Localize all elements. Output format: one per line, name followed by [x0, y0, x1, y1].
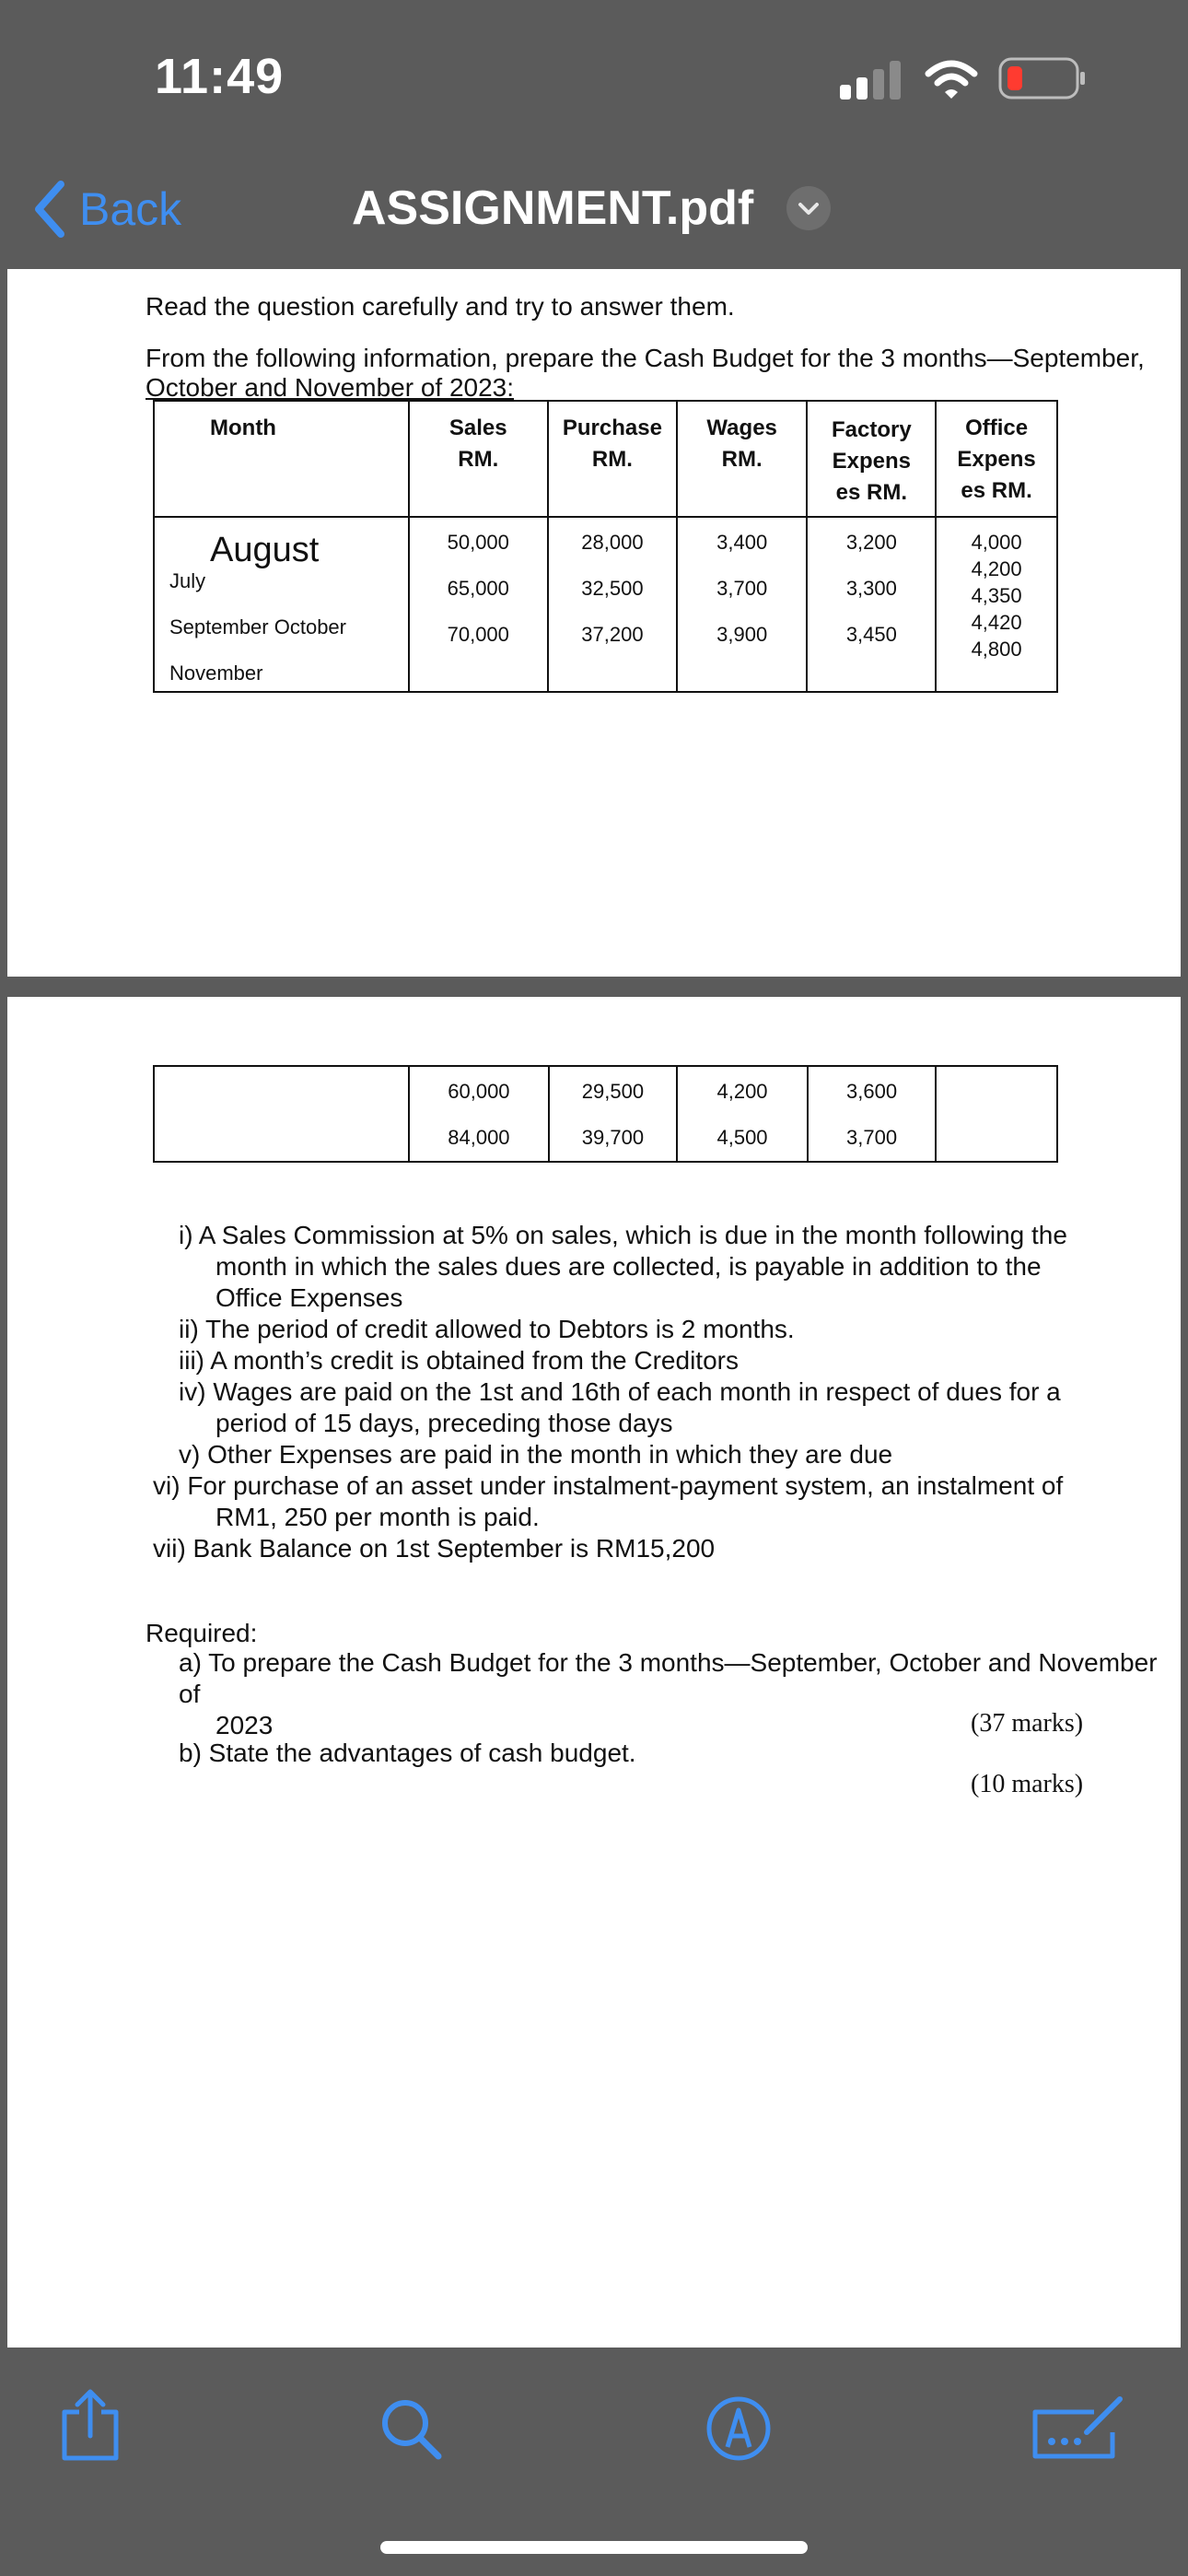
month-july: July	[169, 569, 206, 592]
header-month: Month	[210, 416, 276, 440]
office-cell	[936, 517, 1057, 692]
sales-value: 65,000	[447, 577, 509, 600]
sales-cell	[409, 517, 549, 692]
chevron-down-icon	[786, 186, 831, 230]
sales-value: 50,000	[447, 531, 509, 554]
home-indicator[interactable]	[380, 2541, 808, 2554]
header-wages: Wages RM.	[706, 416, 777, 472]
factory-value: 3,200	[845, 531, 897, 554]
wages-value: 3,400	[716, 531, 768, 554]
edit-button[interactable]	[1030, 2392, 1127, 2460]
header-sales: Sales RM.	[448, 416, 507, 472]
header-wages-cell	[677, 401, 808, 517]
markup-icon	[705, 2395, 772, 2462]
chevron-left-icon	[33, 181, 66, 238]
month-august: August	[210, 531, 320, 569]
sales-value: 60,000	[448, 1080, 510, 1103]
month-november: November	[169, 662, 263, 685]
factory-value: 3,600	[846, 1080, 898, 1103]
question-line-2: October and November of 2023:	[146, 373, 515, 402]
wages-value: 4,500	[716, 1126, 768, 1149]
status-time: 11:49	[155, 49, 285, 104]
header-office-cell	[936, 401, 1057, 517]
office-value: 4,200	[971, 557, 1022, 580]
share-button[interactable]	[57, 2388, 123, 2462]
factory-value: 3,450	[845, 623, 897, 646]
marks-b: (10 marks)	[971, 1770, 1084, 1798]
office-value: 4,800	[971, 638, 1022, 661]
note-ii: ii) The period of credit allowed to Debtors is 2 months.	[179, 1315, 795, 1343]
wifi-icon	[925, 59, 978, 100]
purchase-value: 39,700	[581, 1126, 645, 1149]
header-sales-cell	[409, 401, 549, 517]
note-vii: vii) Bank Balance on 1st September is RM15,200	[153, 1534, 716, 1563]
office-value: 4,350	[971, 584, 1022, 607]
header-month-cell	[154, 401, 409, 517]
header-factory: Factory Expens es RM.	[831, 417, 912, 505]
month-sep-oct: September October	[169, 615, 346, 638]
factory-value: 3,300	[845, 577, 897, 600]
header-purchase-cell	[548, 401, 677, 517]
wages-value: 3,900	[716, 623, 768, 646]
purchase-value: 29,500	[581, 1080, 645, 1103]
purchase-cell	[548, 517, 677, 692]
empty-month-cell	[154, 1066, 409, 1162]
factory-cell	[807, 517, 936, 692]
pdf-page-1	[7, 269, 1181, 977]
sales-value: 70,000	[447, 623, 509, 646]
note-iv: iv) Wages are paid on the 1st and 16th of each month in respect of dues for a period of 15 days, preceding those days	[179, 1377, 1061, 1437]
document-title[interactable]: ASSIGNMENT.pdf	[352, 181, 754, 235]
factory-cell	[808, 1066, 937, 1162]
factory-value: 3,700	[846, 1126, 898, 1149]
wages-value: 4,200	[716, 1080, 768, 1103]
purchase-cell	[549, 1066, 678, 1162]
note-vi: vi) For purchase of an asset under instalment-payment system, an instalment of RM1, 250 per month is paid.	[153, 1471, 1064, 1531]
search-button[interactable]	[378, 2395, 444, 2462]
keyboard-edit-icon	[1030, 2392, 1127, 2460]
required-b: b) State the advantages of cash budget.	[179, 1739, 636, 1767]
sales-cell	[409, 1066, 549, 1162]
note-iii: iii) A month’s credit is obtained from the Creditors	[179, 1346, 739, 1375]
intro-text: Read the question carefully and try to answer them.	[146, 292, 735, 321]
question-line-1: From the following information, prepare the Cash Budget for the 3 months—September,	[146, 344, 1145, 372]
sales-value: 84,000	[448, 1126, 510, 1149]
markup-button[interactable]	[705, 2395, 772, 2462]
office-value: 4,000	[971, 531, 1022, 554]
wages-cell	[677, 517, 808, 692]
data-table-top	[153, 400, 1058, 693]
purchase-value: 28,000	[581, 531, 644, 554]
title-menu-button[interactable]	[786, 186, 831, 230]
required-a: a) To prepare the Cash Budget for the 3 months—September, October and November of 2023	[179, 1648, 1158, 1739]
empty-office-cell	[936, 1066, 1057, 1162]
share-icon	[57, 2388, 123, 2462]
office-value: 4,420	[971, 611, 1022, 634]
data-table-bottom	[153, 1065, 1058, 1163]
back-label: Back	[79, 183, 182, 235]
marks-a: (37 marks)	[971, 1709, 1084, 1738]
pdf-page-2	[7, 997, 1181, 2348]
header-factory-cell	[807, 401, 936, 517]
months-cell	[154, 517, 409, 692]
wages-cell	[677, 1066, 808, 1162]
signal-icon	[840, 61, 904, 100]
note-i: i) A Sales Commission at 5% on sales, which is due in the month following the month in which the sales dues are collected, is payable in addition to the Office Expenses	[179, 1221, 1067, 1312]
wages-value: 3,700	[716, 577, 768, 600]
header-purchase: Purchase RM.	[562, 416, 662, 472]
back-button[interactable]	[33, 181, 181, 238]
search-icon	[378, 2395, 444, 2462]
required-heading: Required:	[146, 1619, 258, 1647]
header-office: Office Expens es RM.	[957, 416, 1036, 503]
purchase-value: 37,200	[581, 623, 644, 646]
note-v: v) Other Expenses are paid in the month in which they are due	[179, 1440, 893, 1469]
battery-icon	[998, 57, 1087, 100]
purchase-value: 32,500	[581, 577, 644, 600]
